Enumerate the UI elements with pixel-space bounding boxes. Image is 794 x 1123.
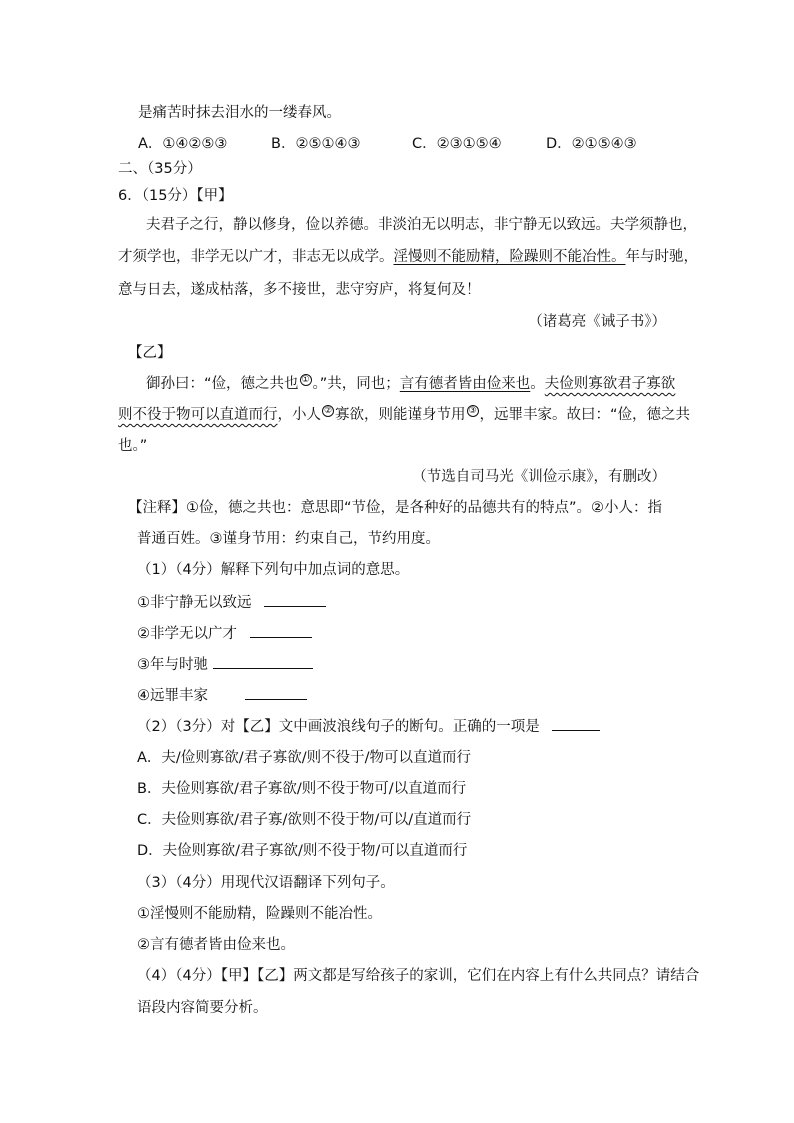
item-text: ②非学无以广才	[137, 626, 237, 642]
sub4-line-1: （4）（4分）【甲】【乙】两文都是写给孩子的家训，它们在内容上有什么共同点？请结合	[137, 968, 700, 984]
question-6-header: 6．（15分）【甲】	[118, 188, 233, 204]
option-b: B．②⑤①④③	[271, 136, 361, 152]
sub3-stem: （3）（4分）用现代汉语翻译下列句子。	[137, 875, 395, 891]
note-marker-1: ①	[301, 375, 310, 386]
jia-line-2	[118, 247, 698, 267]
yi-source: （节选自司马光《训俭示康》，有删改）	[412, 469, 666, 485]
sub1-item-3	[137, 654, 313, 675]
yi-text: ，远罪丰家。故曰：“俭，德之共	[479, 407, 691, 423]
sub4-line-2: 语段内容简要分析。	[137, 1000, 268, 1016]
sub2-stem	[137, 716, 600, 737]
answer-blank[interactable]	[245, 685, 307, 700]
item-text: ③年与时驰	[137, 657, 208, 673]
jia-line-3: 意与日去，遂成枯落，多不接世，悲守穷庐，将复何及！	[118, 282, 481, 298]
yi-text: 。”共，同也；	[312, 376, 400, 392]
item-text: ④远罪丰家	[137, 688, 208, 704]
item-text: ①非宁静无以致远	[137, 595, 252, 611]
yi-line-2	[118, 405, 690, 425]
answer-blank[interactable]	[250, 623, 312, 638]
option-c: C．②③①⑤④	[412, 136, 502, 152]
answer-blank[interactable]	[213, 654, 313, 669]
note-marker-3: ③	[468, 406, 477, 417]
sub1-item-1	[137, 592, 326, 613]
yi-line-3: 也。”	[118, 438, 148, 454]
sub3-item-2: ②言有德者皆由俭来也。	[137, 937, 295, 953]
yi-text: 。	[530, 376, 545, 392]
yi-line-1	[146, 374, 675, 394]
option-a: A．①④②⑤③	[138, 136, 228, 152]
q5-tail: 是痛苦时抹去泪水的一缕春风。	[138, 105, 341, 121]
yi-wavy-sentence: 夫俭则寡欲君子寡欲	[544, 376, 676, 392]
sub3-item-1: ①淫慢则不能励精，险躁则不能冶性。	[137, 906, 382, 922]
answer-blank[interactable]	[264, 592, 326, 607]
sub1-item-2	[137, 623, 312, 644]
sub2-option-b: B．夫俭则寡欲/君子寡欲/则不役于物可/以直道而行	[137, 781, 467, 797]
yi-text: ，小人	[277, 407, 321, 423]
jia-text: 年与时驰，	[625, 249, 698, 265]
notes-line-2: 普通百姓。③谨身节用：约束自己，节约用度。	[137, 531, 440, 547]
sub2-option-a: A．夫/俭则寡欲/君子寡欲/则不役于/物可以直道而行	[137, 750, 471, 766]
jia-text: 才须学也，非学无以广才，非志无以成学。	[118, 249, 394, 265]
yi-text: 寡欲，则能谨身节用	[335, 407, 466, 423]
jia-source: （诸葛亮《诫子书》）	[528, 314, 666, 330]
sub2-option-c: C．夫俭则寡欲/君子寡/欲则不役于物/可以/直道而行	[137, 812, 472, 828]
item-text: （2）（3分）对【乙】文中画波浪线句子的断句。正确的一项是	[137, 719, 540, 735]
jia-line-1: 夫君子之行，静以修身，俭以养德。非淡泊无以明志，非宁静无以致远。夫学须静也，	[146, 217, 697, 233]
notes-line-1: 【注释】①俭，德之共也：意思即“节俭，是各种好的品德共有的特点”。②小人：指	[128, 500, 663, 516]
yi-wavy-sentence: 则不役于物可以直道而行	[118, 407, 278, 423]
q5-options	[138, 134, 698, 154]
jia-underlined-sentence: 淫慢则不能励精，险躁则不能冶性。	[393, 249, 626, 265]
note-marker-2: ②	[323, 406, 333, 417]
option-d: D．②①⑤④③	[546, 136, 637, 152]
yi-underlined-sentence: 言有德者皆由俭来也	[399, 376, 531, 392]
sub1-stem: （1）（4分）解释下列句中加点词的意思。	[137, 562, 410, 578]
section-heading: 二、（35分）	[118, 161, 202, 177]
sub1-item-4	[137, 685, 307, 706]
yi-text: 御孙曰：“俭，德之共也	[146, 376, 299, 392]
yi-label: 【乙】	[128, 345, 172, 361]
answer-blank[interactable]	[552, 716, 600, 731]
sub2-option-d: D．夫俭则寡欲/君子寡欲/则不役于物/可以直道而行	[137, 843, 468, 859]
